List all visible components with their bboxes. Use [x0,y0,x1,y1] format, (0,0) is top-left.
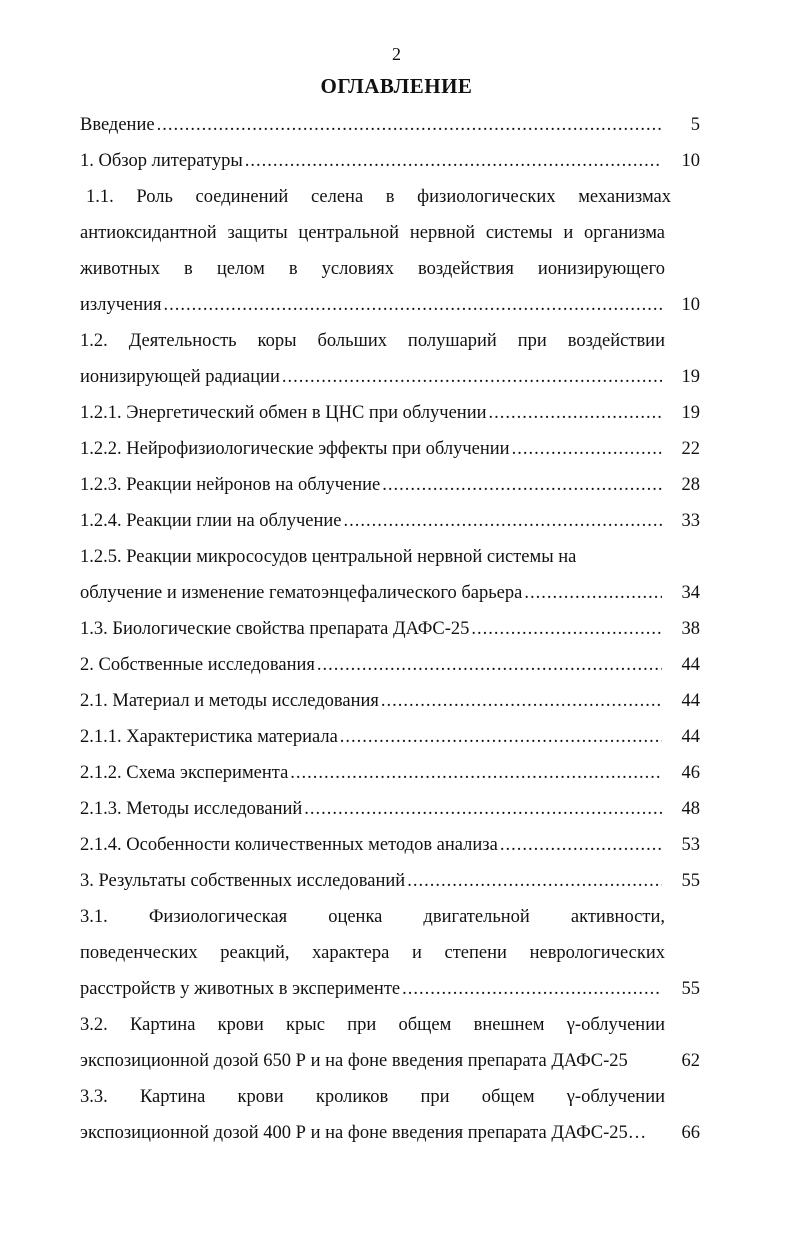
dot-leader [489,395,662,431]
toc-page-number: 33 [681,511,700,531]
toc-entry-1-3[interactable] [80,611,700,647]
dot-leader [245,143,662,179]
toc-entry-1-1[interactable] [80,179,700,323]
toc-entry-label: 2. Собственные исследования [80,655,315,675]
toc-entry-1[interactable] [80,143,700,179]
dot-leader [381,683,662,719]
toc-entry-2[interactable] [80,647,700,683]
dot-leader [157,107,662,143]
toc-page-number: 22 [681,439,700,459]
toc-entry-1-2-3[interactable] [80,467,700,503]
toc-entry-label: 1.2.2. Нейрофизиологические эффекты при облучении [80,439,510,459]
toc-entry-label: 1. Обзор литературы [80,151,243,171]
toc-page-number: 10 [681,151,700,171]
dot-leader [512,431,662,467]
toc-entry-label: 1.2.1. Энергетический обмен в ЦНС при облучении [80,403,487,423]
toc-page-number: 55 [681,871,700,891]
toc-entry-label: 1.2.3. Реакции нейронов на облучение [80,475,381,495]
toc-page-number: 66 [681,1123,700,1143]
toc-page-number: 44 [681,727,700,747]
toc-entry-label: 2.1.3. Методы исследований [80,799,303,819]
toc-entry-line: антиоксидантной защиты центральной нервной системы и организма [80,223,665,243]
toc-entry-label: 2.1.2. Схема эксперимента [80,763,289,783]
toc-page-number: 48 [681,799,700,819]
toc-entry-label: 2.1.4. Особенности количественных методов анализа [80,835,498,855]
toc-page-number: 44 [681,691,700,711]
toc-entry-line: 3.1. Физиологическая оценка двигательной активности, [80,907,665,927]
toc-entry-line: 1.1. Роль соединений селена в физиологических механизмах [86,187,671,207]
toc-entry-label: 1.2.4. Реакции глии на облучение [80,511,342,531]
toc-entry-label: излучения [80,295,162,315]
dot-leader [290,755,662,791]
dot-leader [500,827,662,863]
toc-page-number: 62 [681,1051,700,1071]
toc-entry-label: экспозиционной дозой 400 Р и на фоне введения препарата ДАФС-25… [80,1123,647,1143]
toc-entry-3-1[interactable] [80,899,700,1007]
toc-entry-label: ионизирующей радиации [80,367,280,387]
dot-leader [304,791,662,827]
dot-leader [317,647,662,683]
toc-page-number: 53 [681,835,700,855]
toc-entry-label: 2.1. Материал и методы исследования [80,691,379,711]
toc-entry-line: 3.2. Картина крови крыс при общем внешнем γ-облучении [80,1015,665,1035]
toc-entry-line: животных в целом в условиях воздействия ионизирующего [80,259,665,279]
toc-entry-intro[interactable] [80,107,700,143]
dot-leader [402,971,662,1007]
toc-entry-label: 3. Результаты собственных исследований [80,871,406,891]
toc-page-number: 44 [681,655,700,675]
toc-entry-1-2-2[interactable] [80,431,700,467]
dot-leader [471,611,662,647]
toc-entry-line: 3.3. Картина крови кроликов при общем γ-облучении [80,1087,665,1107]
toc-page-number: 28 [681,475,700,495]
toc-entry-3-2[interactable] [80,1007,700,1079]
toc-entry-2-1-2[interactable] [80,755,700,791]
table-of-contents [80,107,700,1151]
dot-leader [340,719,662,755]
toc-entry-label: 2.1.1. Характеристика материала [80,727,338,747]
toc-entry-2-1-3[interactable] [80,791,700,827]
toc-entry-1-2-5[interactable] [80,539,700,611]
dot-leader [282,359,662,395]
toc-entry-label: 1.3. Биологические свойства препарата ДАФС-25 [80,619,470,639]
toc-entry-1-2-4[interactable] [80,503,700,539]
toc-entry-label: экспозиционной дозой 650 Р и на фоне введения препарата ДАФС-25 [80,1051,628,1071]
toc-page-number: 10 [681,295,700,315]
toc-page-number: 38 [681,619,700,639]
toc-page-number: 19 [681,403,700,423]
toc-page-number: 34 [681,583,700,603]
toc-entry-2-1-1[interactable] [80,719,700,755]
toc-entry-line: 1.2.5. Реакции микрососудов центральной нервной системы на [80,547,577,567]
toc-page-number: 46 [681,763,700,783]
toc-page-number: 19 [681,367,700,387]
toc-entry-3-3[interactable] [80,1079,700,1151]
dot-leader [344,503,662,539]
toc-entry-1-2[interactable] [80,323,700,395]
dot-leader [407,863,662,899]
toc-entry-3[interactable] [80,863,700,899]
toc-entry-line: 1.2. Деятельность коры больших полушарий при воздействии [80,331,665,351]
toc-page-number: 5 [690,115,700,135]
toc-entry-label: расстройств у животных в эксперименте [80,979,401,999]
toc-entry-label: облучение и изменение гематоэнцефалического барьера [80,583,523,603]
page-number: 2 [392,44,401,64]
toc-entry-1-2-1[interactable] [80,395,700,431]
toc-page-number: 55 [681,979,700,999]
page-title: ОГЛАВЛЕНИЕ [320,74,473,98]
toc-entry-label: Введение [80,115,155,135]
toc-entry-2-1-4[interactable] [80,827,700,863]
dot-leader [524,575,662,611]
toc-entry-2-1[interactable] [80,683,700,719]
toc-entry-line: поведенческих реакций, характера и степени неврологических [80,943,665,963]
dot-leader [382,467,662,503]
dot-leader [164,287,662,323]
